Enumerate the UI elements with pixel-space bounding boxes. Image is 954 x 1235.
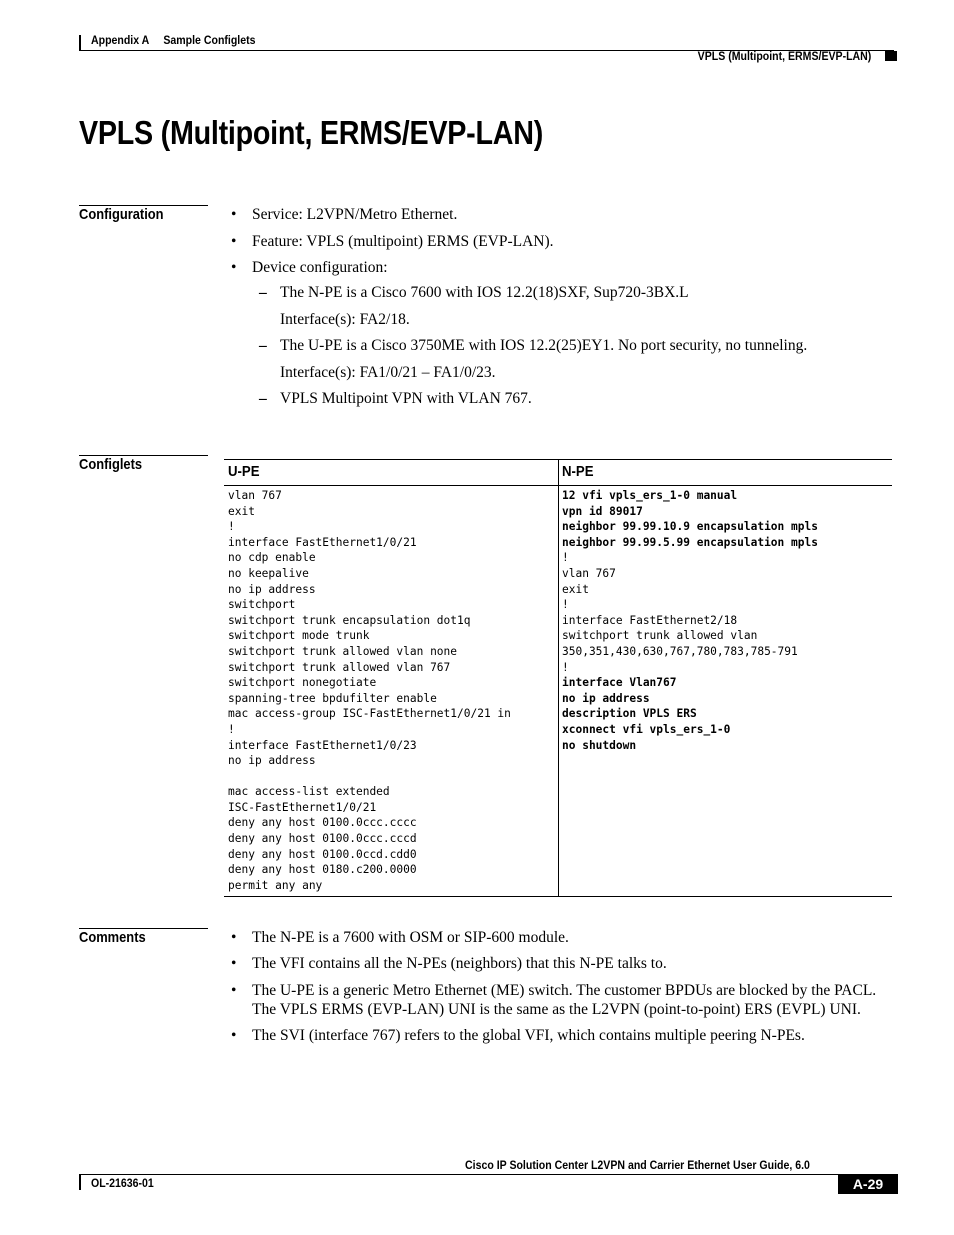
code-line: neighbor 99.99.5.99 encapsulation mpls <box>562 535 818 549</box>
list-item: • Service: L2VPN/Metro Ethernet. <box>228 205 554 224</box>
code-line: ! <box>562 598 569 612</box>
code-line: switchport nonegotiate <box>228 676 377 690</box>
code-line: ! <box>562 660 569 674</box>
code-line: interface FastEthernet2/18 <box>562 613 738 627</box>
footer-rule <box>79 1174 894 1175</box>
footer-doc-number: OL-21636-01 <box>91 1176 154 1190</box>
sub-item-continuation: Interface(s): FA1/0/21 – FA1/0/23. <box>280 364 496 381</box>
configuration-heading: Configuration <box>79 206 164 223</box>
page-title: VPLS (Multipoint, ERMS/EVP-LAN) <box>79 114 544 151</box>
code-line: ! <box>562 551 569 565</box>
code-line: no ip address <box>228 582 316 596</box>
code-line: 12 vfi vpls_ers_1-0 manual <box>562 489 738 502</box>
header-running-title: VPLS (Multipoint, ERMS/EVP-LAN) <box>697 49 871 63</box>
footer-bar <box>79 1174 81 1190</box>
code-line: switchport trunk encapsulation dot1q <box>228 613 471 627</box>
code-line: vpn id 89017 <box>562 504 643 518</box>
code-line: deny any host 0100.0ccd.cdd0 <box>228 847 417 861</box>
code-line: interface Vlan767 <box>562 676 677 690</box>
header-square-mark <box>885 51 897 61</box>
sub-item-text: VPLS Multipoint VPN with VLAN 767. <box>280 390 532 407</box>
list-item: • The SVI (interface 767) refers to the global VFI, which contains multiple peering N-PEs. <box>228 1026 898 1045</box>
code-line: deny any host 0100.0ccc.cccc <box>228 816 417 830</box>
code-line: deny any host 0100.0ccc.cccd <box>228 832 417 846</box>
code-line: xconnect vfi vpls_ers_1-0 <box>562 722 731 736</box>
header-bar <box>79 35 81 51</box>
code-line: spanning-tree bpdufilter enable <box>228 691 437 705</box>
code-line: neighbor 99.99.10.9 encapsulation mpls <box>562 520 818 534</box>
code-line: exit <box>228 504 255 518</box>
code-line: ISC-FastEthernet1/0/21 <box>228 800 377 814</box>
code-line: deny any host 0180.c200.0000 <box>228 863 417 877</box>
comments-heading: Comments <box>79 929 146 946</box>
header-breadcrumb <box>91 33 255 47</box>
code-line: mac access-group ISC-FastEthernet1/0/21 in <box>228 707 511 721</box>
code-line: exit <box>562 582 589 596</box>
configlets-heading: Configlets <box>79 456 143 473</box>
dash-marker: – <box>259 390 267 407</box>
sub-item-text: The N-PE is a Cisco 7600 with IOS 12.2(18)SXF, Sup720-3BX.L <box>280 284 689 301</box>
configuration-list <box>228 205 554 285</box>
code-line: switchport <box>228 598 296 612</box>
code-line: ! <box>228 520 235 534</box>
list-item: • Feature: VPLS (multipoint) ERMS (EVP-LAN). <box>228 232 554 251</box>
code-line: switchport trunk allowed vlan 767 <box>228 660 451 674</box>
code-line: ! <box>228 722 235 736</box>
code-line: permit any any <box>228 878 323 892</box>
dash-marker: – <box>259 337 267 354</box>
list-item: • Device configuration: <box>228 258 554 277</box>
code-line: no keepalive <box>228 566 309 580</box>
footer-guide-title: Cisco IP Solution Center L2VPN and Carrier Ethernet User Guide, 6.0 <box>465 1158 810 1172</box>
code-line: switchport trunk allowed vlan none <box>228 644 458 658</box>
comments-list <box>228 928 898 1053</box>
header-section: Sample Configlets <box>163 33 256 47</box>
code-line: switchport trunk allowed vlan <box>562 629 758 643</box>
list-item: • The N-PE is a 7600 with OSM or SIP-600 module. <box>228 928 898 947</box>
column-header-upe: U-PE <box>228 463 260 480</box>
code-line: 350,351,430,630,767,780,783,785-791 <box>562 644 798 658</box>
code-line: mac access-list extended <box>228 785 390 799</box>
code-line: interface FastEthernet1/0/21 <box>228 535 417 549</box>
header-chapter: Appendix A <box>91 33 150 47</box>
dash-marker: – <box>259 284 267 301</box>
code-line: no ip address <box>228 754 316 768</box>
table-column-separator <box>558 459 559 897</box>
column-header-npe: N-PE <box>562 463 594 480</box>
sub-item-text: The U-PE is a Cisco 3750ME with IOS 12.2(25)EY1. No port security, no tunneling. <box>280 337 808 354</box>
npe-configlet-code <box>562 488 818 753</box>
list-item: • The VFI contains all the N-PEs (neighbors) that this N-PE talks to. <box>228 954 898 973</box>
code-line: no cdp enable <box>228 551 316 565</box>
code-line: switchport mode trunk <box>228 629 370 643</box>
code-line: vlan 767 <box>228 489 282 502</box>
code-line: no shutdown <box>562 738 637 752</box>
page-number-badge: A-29 <box>838 1174 898 1194</box>
list-item: • The U-PE is a generic Metro Ethernet (ME) switch. The customer BPDUs are blocked by the PACL. The VPLS ERMS (EVP-LAN) UNI is the same as the L2VPN (point-to-point) ERS (EVPL) UNI. <box>228 981 898 1019</box>
code-line: vlan 767 <box>562 566 616 580</box>
code-line: description VPLS ERS <box>562 707 697 721</box>
upe-configlet-code <box>228 488 511 893</box>
code-line: interface FastEthernet1/0/23 <box>228 738 417 752</box>
sub-item-continuation: Interface(s): FA2/18. <box>280 311 410 328</box>
code-line: no ip address <box>562 691 650 705</box>
